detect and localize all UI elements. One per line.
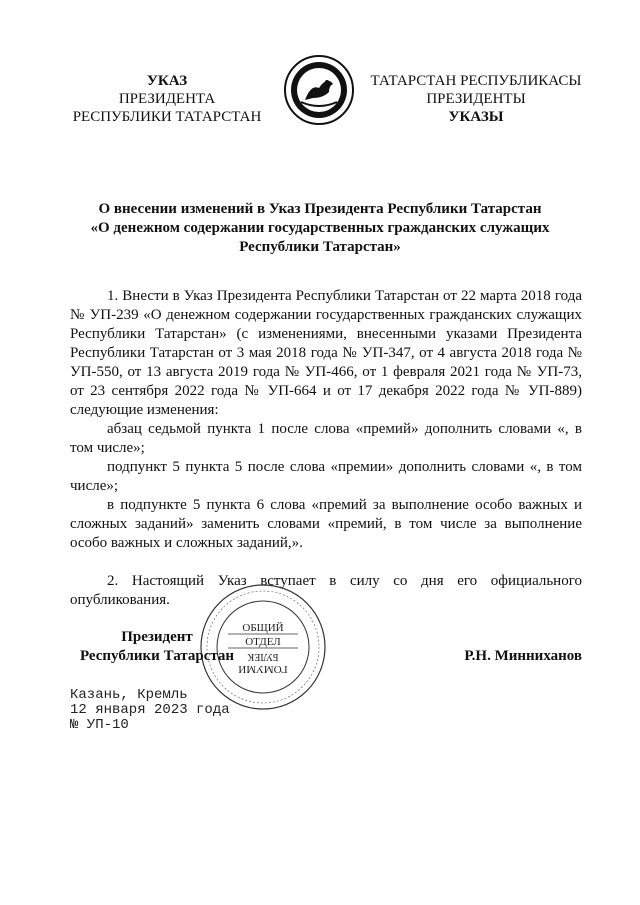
stamp-line-4: ГОМУМИ (238, 663, 288, 675)
header-right-line-2: ПРЕЗИДЕНТЫ (426, 91, 526, 107)
header-left-line-1: УКАЗ (146, 73, 188, 89)
footer-number: № УП-10 (70, 717, 129, 733)
paragraph-4: в подпункте 5 пункта 6 слова «премий за выполнение особо важных и сложных заданий» заменить словами «премий, в том числе за выполнение особо важных и сложных заданий,». (70, 497, 582, 551)
signature-position-line-2: Республики Татарстан (79, 648, 235, 664)
title-line-3: Республики Татарстан» (239, 239, 401, 255)
paragraph-2: абзац седьмой пункта 1 после слова «премий» дополнить словами «, в том числе»; (70, 421, 582, 456)
stamp-line-1: ОБЩИЙ (242, 622, 284, 634)
header-left (62, 72, 272, 126)
signature-position (72, 628, 242, 666)
paragraph-5: 2. Настоящий Указ вступает в силу со дня его официального опубликования. (70, 573, 582, 608)
signature-name: Р.Н. Минниханов (464, 648, 582, 664)
paragraph-3: подпункт 5 пункта 5 после слова «премии» дополнить словами «, в том числе»; (70, 459, 582, 494)
footer-date: 12 января 2023 года (70, 702, 230, 718)
paragraph-1: 1. Внести в Указ Президента Республики Татарстан от 22 марта 2018 года № УП-239 «О денежном содержании государственных гражданских служащих Республики Татарстан» (с изменениями, внесенными указами Президента Республики Татарстан от 3 мая 2018 года № УП-347, от 4 августа 2018 года № УП-550, от 13 августа 2019 года № УП-466, от 1 февраля 2021 года № УП-73, от 23 сентября 2022 года № УП-664 и от 17 декабря 2022 года № УП-889) следующие изменения: (70, 288, 582, 418)
header-right-line-3: УКАЗЫ (448, 109, 504, 125)
title-line-2: «О денежном содержании государственных гражданских служащих (90, 220, 550, 236)
title-line-1: О внесении изменений в Указ Президента Республики Татарстан (98, 201, 542, 217)
signature-position-line-1: Президент (121, 629, 193, 645)
header-right-line-1: ТАТАРСТАН РЕСПУБЛИКАСЫ (370, 73, 582, 89)
coat-of-arms-emblem (283, 54, 355, 126)
document-body (70, 287, 582, 610)
header-right (366, 72, 586, 126)
stamp-line-3: БУЛЕК (247, 651, 279, 662)
header-left-line-3: РЕСПУБЛИКИ ТАТАРСТАН (72, 109, 262, 125)
stamp-line-2: ОТДЕЛ (245, 636, 281, 648)
footer-place: Казань, Кремль (70, 687, 188, 703)
footer-block (70, 688, 290, 733)
document-title (60, 200, 580, 257)
header-left-line-2: ПРЕЗИДЕНТА (118, 91, 216, 107)
